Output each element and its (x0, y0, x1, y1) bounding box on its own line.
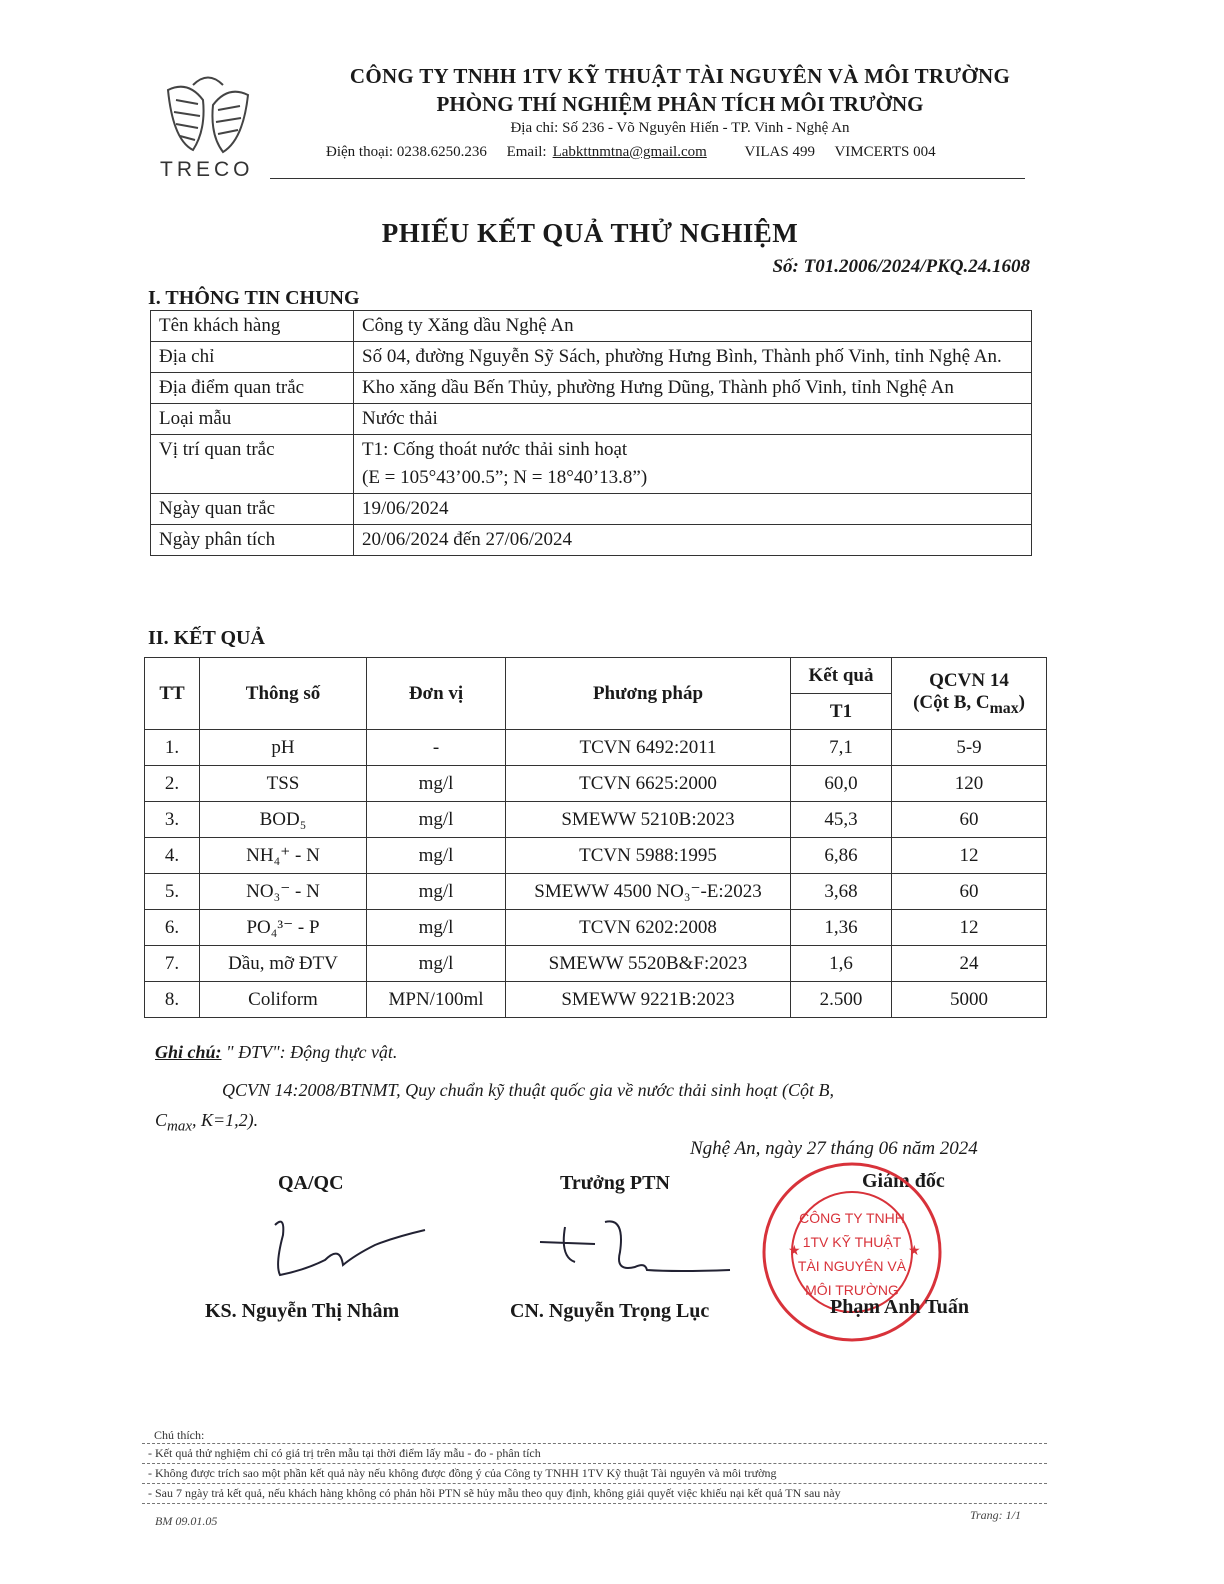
col-tt: TT (145, 658, 200, 730)
std-line1: QCVN 14 (929, 669, 1009, 691)
result-limit: 120 (892, 766, 1047, 802)
result-unit: mg/l (367, 802, 506, 838)
result-result: 2.500 (791, 982, 892, 1018)
section-general-info: I. THÔNG TIN CHUNG (148, 287, 360, 309)
col-unit: Đơn vị (367, 658, 506, 730)
result-row (145, 838, 1047, 874)
result-param: NH₄⁺ - N (200, 838, 367, 874)
info-value (354, 435, 1032, 494)
footer-title: Chú thích: (154, 1428, 205, 1442)
result-limit: 60 (892, 802, 1047, 838)
stamp-line1: CÔNG TY TNHH (799, 1210, 905, 1226)
general-info-table (150, 310, 1032, 556)
note-label: Ghi chú: (155, 1042, 222, 1062)
header-divider (270, 178, 1025, 179)
svg-text:★: ★ (788, 1242, 801, 1258)
stamp-line4: MÔI TRƯỜNG (805, 1282, 899, 1298)
result-row (145, 802, 1047, 838)
company-address: Địa chỉ: Số 236 - Võ Nguyên Hiến - TP. Vinh - Nghệ An (510, 120, 850, 136)
result-param: pH (200, 730, 367, 766)
footer-notes (142, 1428, 1047, 1504)
email-link[interactable]: Labkttnmtna@gmail.com (552, 144, 707, 160)
info-row (151, 435, 1032, 494)
logo-text: TRECO (160, 158, 254, 181)
signer-name-lab-head: CN. Nguyễn Trọng Lục (510, 1300, 710, 1322)
info-row (151, 525, 1032, 556)
stamp-line2: 1TV KỸ THUẬT (802, 1234, 902, 1250)
info-value: 19/06/2024 (354, 494, 1032, 525)
email-label: Email: (506, 144, 547, 160)
footer-line: - Sau 7 ngày trả kết quả, nếu khách hàng không có phản hồi PTN sẽ hủy mẫu theo quy định, không giải quyết việc khiếu nại kết quả TN sau này (142, 1483, 1047, 1504)
info-value: Nước thải (354, 404, 1032, 435)
info-value: Số 04, đường Nguyễn Sỹ Sách, phường Hưng Bình, Thành phố Vinh, tỉnh Nghệ An. (354, 342, 1032, 373)
result-limit: 5000 (892, 982, 1047, 1018)
info-row (151, 342, 1032, 373)
result-result: 3,68 (791, 874, 892, 910)
vilas: VILAS 499 (744, 144, 815, 160)
info-row (151, 404, 1032, 435)
result-row (145, 946, 1047, 982)
result-result: 6,86 (791, 838, 892, 874)
result-unit: mg/l (367, 874, 506, 910)
result-result: 7,1 (791, 730, 892, 766)
std-close: ) (1018, 691, 1025, 713)
result-unit: mg/l (367, 910, 506, 946)
phone: Điện thoại: 0238.6250.236 (326, 144, 487, 160)
signature-lab-head (535, 1212, 735, 1282)
result-unit: mg/l (367, 766, 506, 802)
contact-line (326, 144, 952, 161)
result-result: 60,0 (791, 766, 892, 802)
std-text: (Cột B, C (913, 691, 990, 713)
result-limit: 12 (892, 910, 1047, 946)
col-param: Thông số (200, 658, 367, 730)
info-key: Địa điểm quan trắc (151, 373, 354, 404)
signature-qaqc (265, 1215, 435, 1285)
lab-name: PHÒNG THÍ NGHIỆM PHÂN TÍCH MÔI TRƯỜNG (436, 92, 924, 116)
result-method: SMEWW 4500 NO₃⁻-E:2023 (506, 874, 791, 910)
result-method: SMEWW 9221B:2023 (506, 982, 791, 1018)
result-tt: 8. (145, 982, 200, 1018)
info-key: Loại mẫu (151, 404, 354, 435)
result-param: PO₄³⁻ - P (200, 910, 367, 946)
info-key: Ngày quan trắc (151, 494, 354, 525)
result-limit: 60 (892, 874, 1047, 910)
info-value: Công ty Xăng dầu Nghệ An (354, 311, 1032, 342)
result-method: TCVN 6202:2008 (506, 910, 791, 946)
info-key: Tên khách hàng (151, 311, 354, 342)
section-results: II. KẾT QUẢ (148, 627, 265, 649)
info-key: Vị trí quan trắc (151, 435, 354, 494)
info-row (151, 373, 1032, 404)
result-row (145, 874, 1047, 910)
col-result: Kết quả (791, 658, 892, 694)
result-row (145, 730, 1047, 766)
note-qcvn-cont (155, 1110, 258, 1136)
result-unit: mg/l (367, 838, 506, 874)
note-end: , K=1,2). (192, 1110, 259, 1130)
result-tt: 2. (145, 766, 200, 802)
signer-name-qaqc: KS. Nguyễn Thị Nhâm (205, 1300, 400, 1322)
result-unit: mg/l (367, 946, 506, 982)
result-limit: 5-9 (892, 730, 1047, 766)
result-tt: 5. (145, 874, 200, 910)
result-row (145, 982, 1047, 1018)
results-table (144, 657, 1047, 1018)
vimcerts: VIMCERTS 004 (834, 144, 936, 160)
result-limit: 24 (892, 946, 1047, 982)
result-method: TCVN 6492:2011 (506, 730, 791, 766)
result-method: TCVN 5988:1995 (506, 838, 791, 874)
page-number: Trang: 1/1 (970, 1508, 1022, 1522)
document-number: Số: T01.2006/2024/PKQ.24.1608 (772, 256, 1030, 277)
info-row (151, 311, 1032, 342)
document-title: PHIẾU KẾT QUẢ THỬ NGHIỆM (381, 218, 799, 248)
result-tt: 4. (145, 838, 200, 874)
info-key: Địa chỉ (151, 342, 354, 373)
result-tt: 3. (145, 802, 200, 838)
stamp-line3: TÀI NGUYÊN VÀ (797, 1258, 907, 1274)
info-value: 20/06/2024 đến 27/06/2024 (354, 525, 1032, 556)
company-name: CÔNG TY TNHH 1TV KỸ THUẬT TÀI NGUYÊN VÀ MÔI TRƯỜNG (349, 64, 1011, 88)
signer-role-lab-head: Trưởng PTN (560, 1172, 670, 1194)
signer-role-qaqc: QA/QC (278, 1172, 344, 1194)
result-param: BOD₅ (200, 802, 367, 838)
results-body (145, 730, 1047, 1018)
signer-role-director: Giám đốc (862, 1170, 945, 1192)
result-row (145, 910, 1047, 946)
info-row (151, 494, 1032, 525)
form-code: BM 09.01.05 (155, 1514, 218, 1528)
col-method: Phương pháp (506, 658, 791, 730)
signer-name-director: Phạm Anh Tuấn (830, 1296, 969, 1318)
note-dtv (155, 1042, 397, 1063)
result-param: Dầu, mỡ ĐTV (200, 946, 367, 982)
std-line2 (896, 692, 1042, 718)
note-dtv-text: " ĐTV": Động thực vật. (226, 1042, 398, 1062)
result-unit: - (367, 730, 506, 766)
result-param: Coliform (200, 982, 367, 1018)
svg-text:★: ★ (908, 1242, 921, 1258)
footer-line: - Kết quả thử nghiệm chỉ có giá trị trên mẫu tại thời điểm lấy mẫu - đo - phân tích (142, 1443, 1047, 1463)
col-sample: T1 (791, 694, 892, 730)
result-tt: 6. (145, 910, 200, 946)
info-value: Kho xăng dầu Bến Thủy, phường Hưng Dũng, Thành phố Vinh, tỉnh Nghệ An (354, 373, 1032, 404)
col-standard (892, 658, 1047, 730)
sampling-coords: (E = 105°43’00.5”; N = 18°40’13.8”) (362, 467, 648, 488)
result-param: TSS (200, 766, 367, 802)
std-sub: max (989, 699, 1019, 717)
result-result: 1,6 (791, 946, 892, 982)
note-qcvn: QCVN 14:2008/BTNMT, Quy chuẩn kỹ thuật quốc gia về nước thải sinh hoạt (Cột B, (222, 1080, 835, 1100)
note-c: C (155, 1110, 168, 1130)
result-result: 1,36 (791, 910, 892, 946)
stamp-text (772, 1206, 932, 1302)
result-tt: 1. (145, 730, 200, 766)
footer-line: - Không được trích sao một phần kết quả này nếu không được đồng ý của Công ty TNHH 1TV Kỹ thuật Tài nguyên và môi trường (142, 1463, 1047, 1483)
result-method: TCVN 6625:2000 (506, 766, 791, 802)
result-result: 45,3 (791, 802, 892, 838)
result-method: SMEWW 5520B&F:2023 (506, 946, 791, 982)
note-sub: max (167, 1118, 193, 1135)
info-key: Ngày phân tích (151, 525, 354, 556)
result-unit: MPN/100ml (367, 982, 506, 1018)
result-limit: 12 (892, 838, 1047, 874)
date-place: Nghệ An, ngày 27 tháng 06 năm 2024 (690, 1138, 978, 1159)
result-tt: 7. (145, 946, 200, 982)
result-param: NO₃⁻ - N (200, 874, 367, 910)
sampling-point: T1: Cống thoát nước thải sinh hoạt (362, 439, 628, 460)
result-method: SMEWW 5210B:2023 (506, 802, 791, 838)
result-row (145, 766, 1047, 802)
